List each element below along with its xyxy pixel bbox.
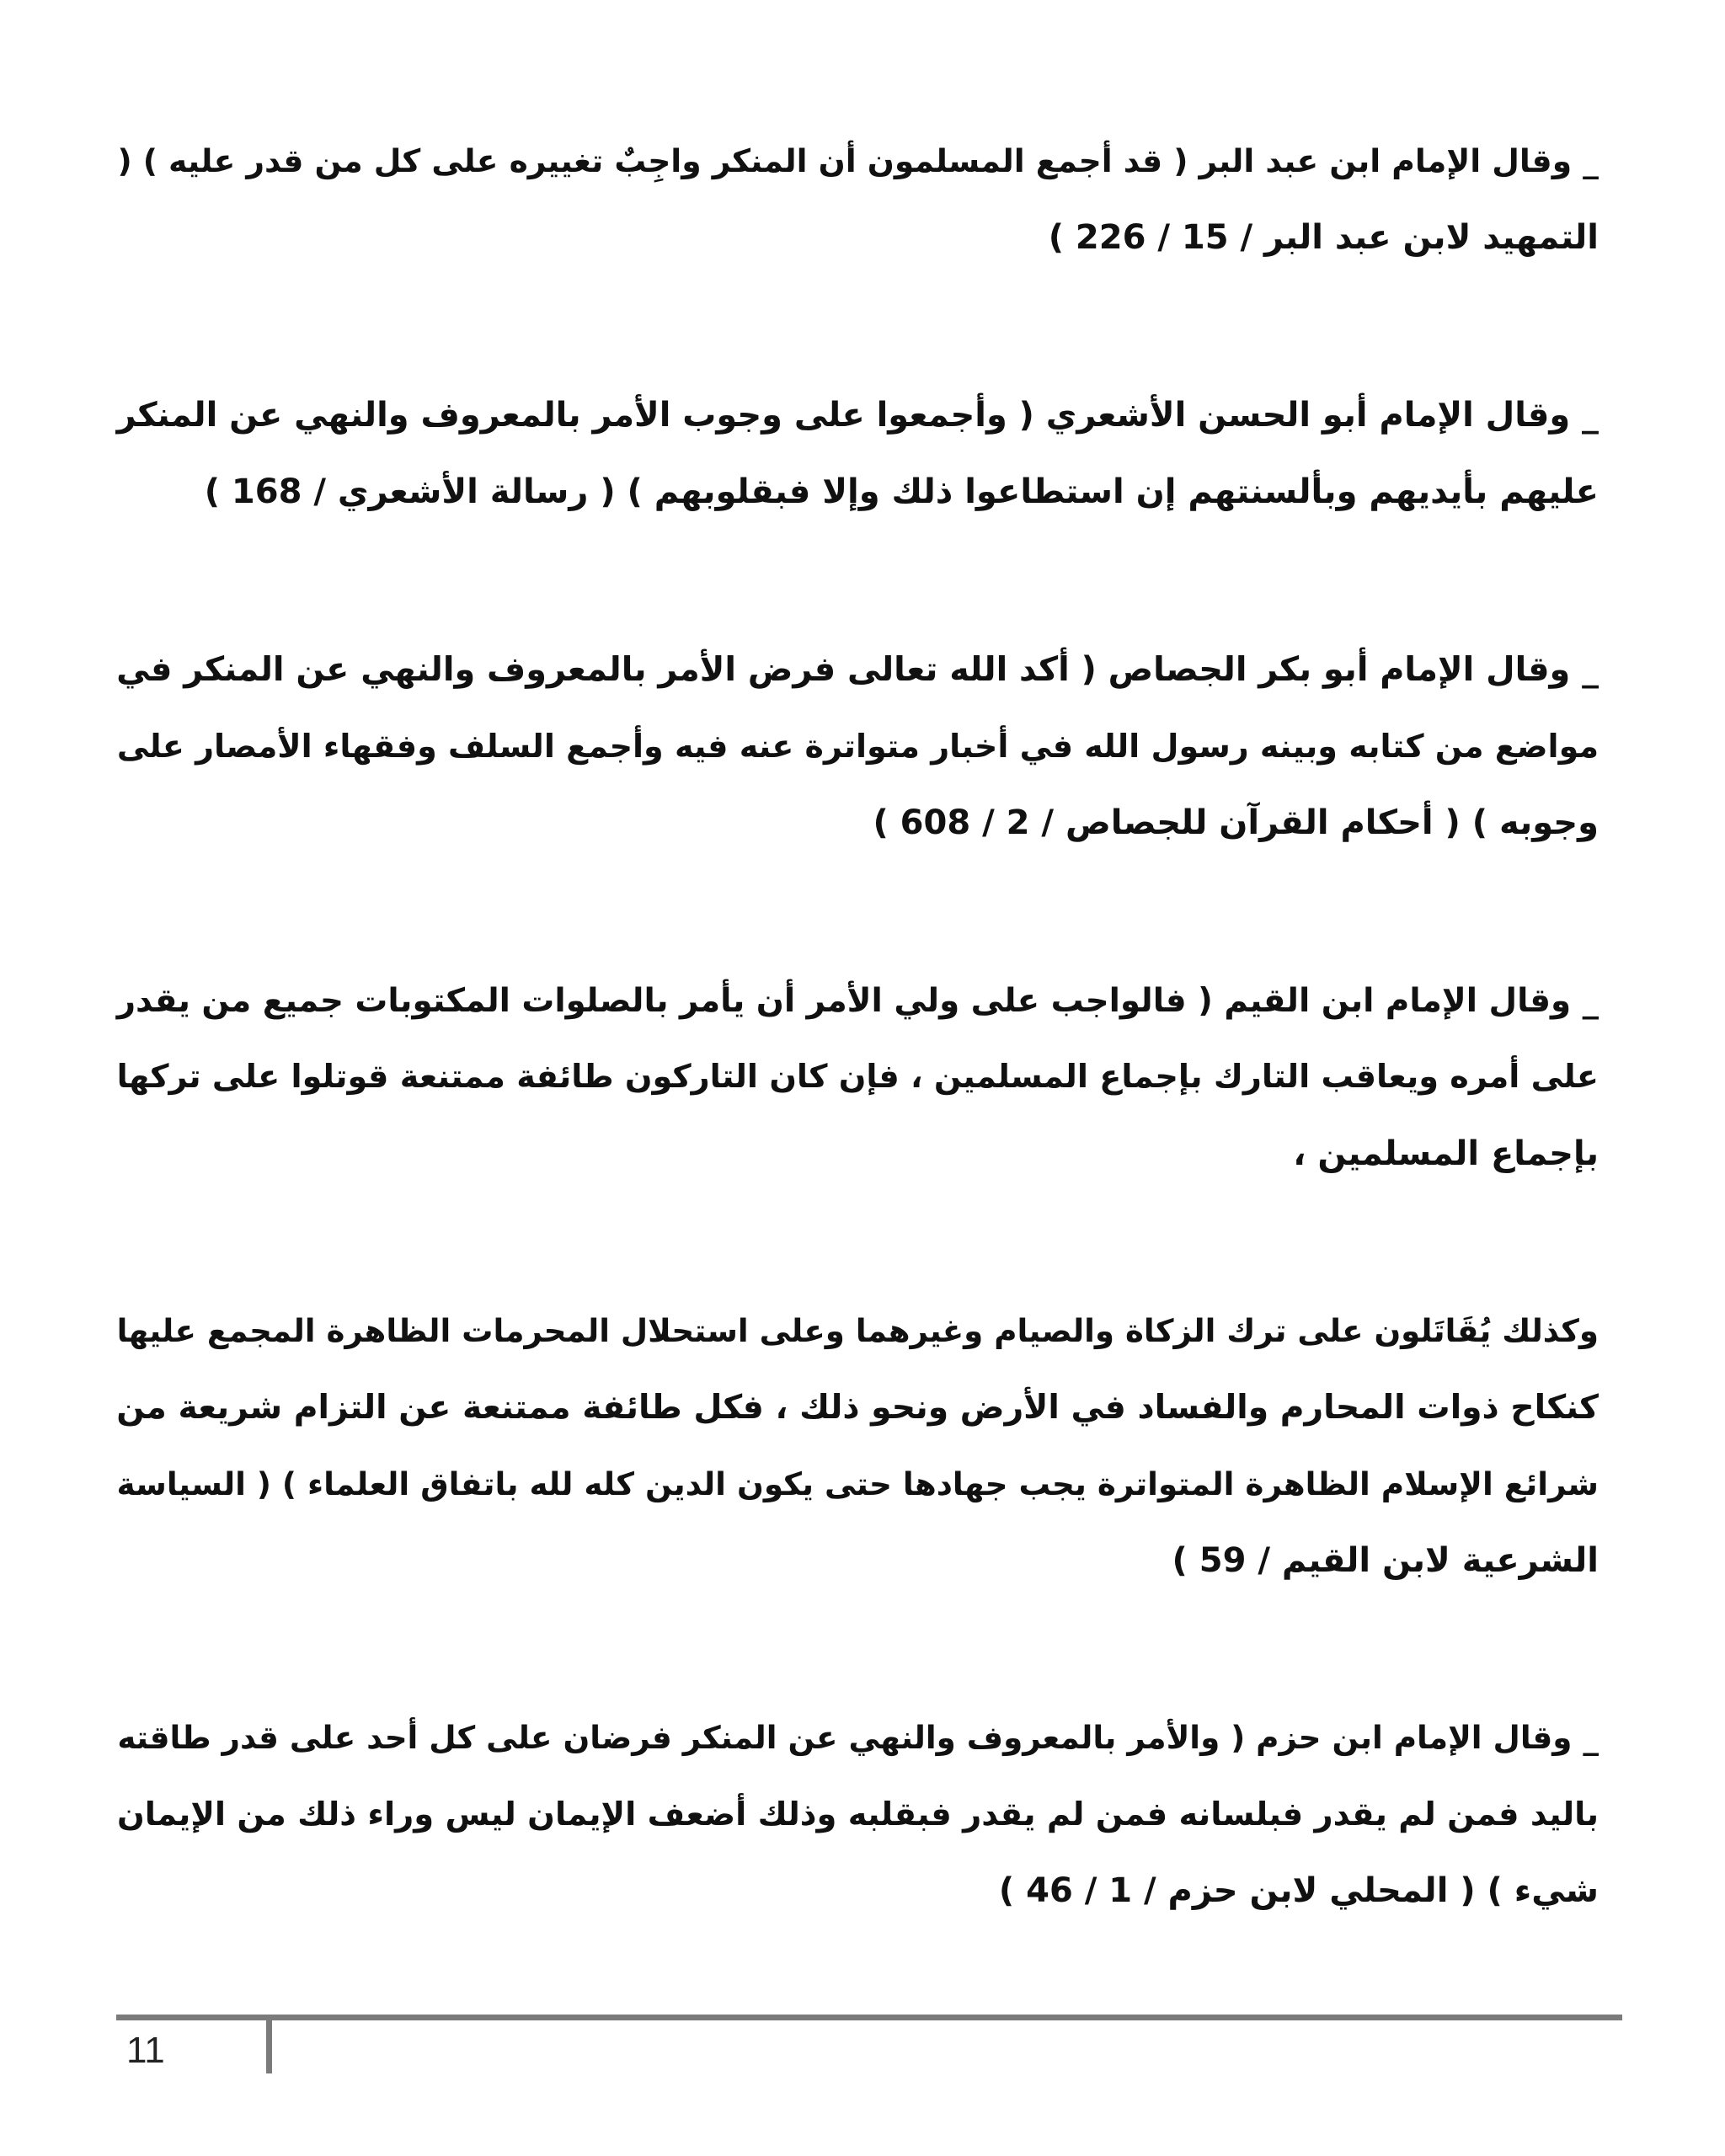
page-number: 11 bbox=[126, 2030, 165, 2071]
text-line: باليد فمن لم يقدر فبلسانه فمن لم يقدر فبقلبه وذلك أضعف الإيمان ليس وراء ذلك من الإيمان bbox=[116, 1796, 1599, 1833]
text-line: _ وقال الإمام ابن حزم ( والأمر بالمعروف والنهي عن المنكر فرضان على كل أحد على قدر طاقته bbox=[117, 1719, 1599, 1756]
text-line: وجوبه ) ( أحكام القرآن للجصاص / 2 / 608 ) bbox=[873, 803, 1599, 842]
text-line: مواضع من كتابه وبينه رسول الله في أخبار متواترة عنه فيه وأجمع السلف وفقهاء الأمصار على bbox=[116, 728, 1599, 765]
text-line: الشرعية لابن القيم / 59 ) bbox=[1172, 1541, 1599, 1580]
text-line: بإجماع المسلمين ، bbox=[1293, 1134, 1599, 1173]
text-line: وكذلك يُقَاتَلون على ترك الزكاة والصيام وغيرهما وعلى استحلال المحرمات الظاهرة المجمع عليها bbox=[116, 1312, 1599, 1349]
footer-divider bbox=[116, 2015, 1622, 2020]
quote-ibn-abd-al-barr bbox=[117, 123, 1599, 276]
quote-al-ashari bbox=[117, 377, 1599, 531]
quote-al-jassas bbox=[116, 632, 1599, 862]
text-line: عليهم بأيديهم وبألسنتهم إن استطاعوا ذلك وإلا فبقلوبهم ) ( رسالة الأشعري / 168 ) bbox=[204, 472, 1599, 511]
text-line: _ وقال الإمام أبو الحسن الأشعري ( وأجمعوا على وجوب الأمر بالمعروف والنهي عن المنكر bbox=[116, 396, 1599, 435]
text-line: _ وقال الإمام أبو بكر الجصاص ( أكد الله تعالى فرض الأمر بالمعروف والنهي عن المنكر في bbox=[116, 650, 1599, 689]
text-line: شرائع الإسلام الظاهرة المتواترة يجب جهادها حتى يكون الدين كله لله باتفاق العلماء ) ( السياسة bbox=[116, 1465, 1599, 1502]
quote-ibn-hazm bbox=[117, 1700, 1599, 1929]
text-line: التمهيد لابن عبد البر / 15 / 226 ) bbox=[1048, 218, 1599, 257]
quote-ibn-al-qayyim bbox=[117, 963, 1599, 1193]
text-line: _ وقال الإمام ابن القيم ( فالواجب على ولي الأمر أن يأمر بالصلوات المكتوبات جميع من يقدر bbox=[116, 982, 1599, 1020]
text-line: على أمره ويعاقب التارك بإجماع المسلمين ، فإن كان التاركون طائفة ممتنعة قوتلوا على تركها bbox=[116, 1059, 1599, 1096]
footer-tick-divider bbox=[266, 2018, 272, 2073]
quote-ibn-al-qayyim-continued bbox=[116, 1293, 1599, 1599]
text-line: _ وقال الإمام ابن عبد البر ( قد أجمع المسلمون أن المنكر واجِبٌ تغييره على كل من قدر عليه ) ( bbox=[117, 142, 1599, 179]
text-line: شيء ) ( المحلي لابن حزم / 1 / 46 ) bbox=[998, 1871, 1599, 1910]
text-line: كنكاح ذوات المحارم والفساد في الأرض ونحو ذلك ، فكل طائفة ممتنعة عن التزام شريعة من bbox=[116, 1389, 1599, 1427]
